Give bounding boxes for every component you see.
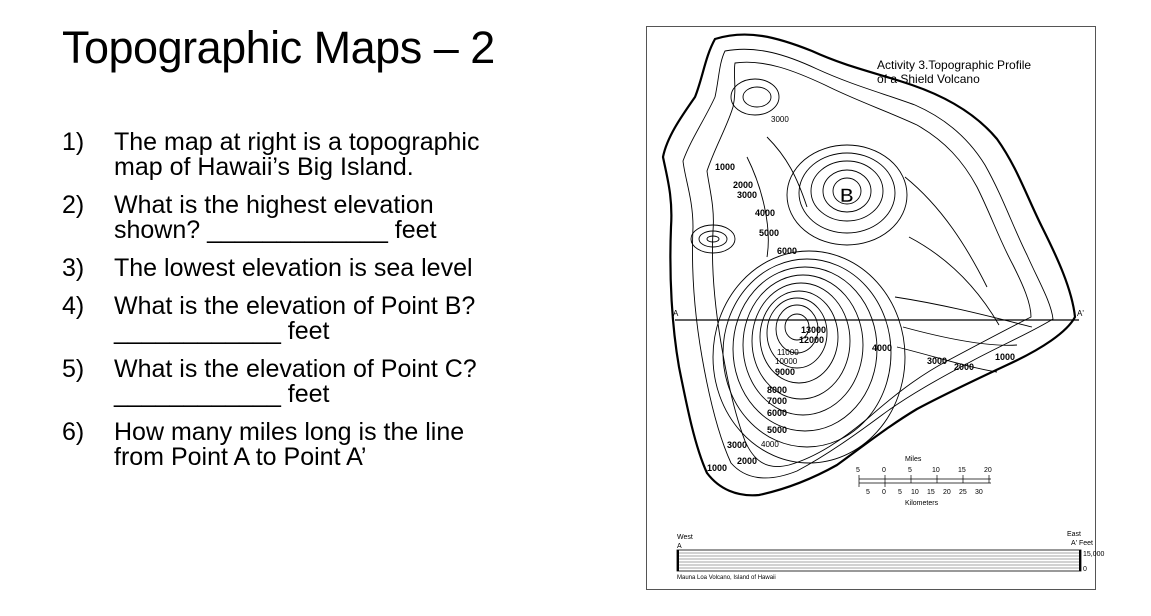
question-item <box>62 420 562 470</box>
question-number: 3) <box>62 254 85 282</box>
scale-ticks <box>859 475 989 487</box>
contour-line <box>909 237 999 325</box>
question-line: ____________ feet <box>114 380 330 408</box>
question-line: How many miles long is the line <box>114 418 465 446</box>
contour-line <box>895 297 1032 327</box>
profile-west-label: West <box>677 534 693 541</box>
contour-label: 13000 <box>801 325 827 335</box>
question-text <box>114 193 562 243</box>
point-b-label: B <box>840 186 854 207</box>
question-line: from Point A to Point A’ <box>114 443 367 471</box>
contour-label: 2000 <box>733 180 754 190</box>
question-text <box>114 256 562 281</box>
contour-line <box>743 275 863 415</box>
scale-tick-label: 30 <box>975 489 983 496</box>
scale-tick-label: 20 <box>984 467 992 474</box>
profile-west-point: A <box>677 543 682 550</box>
scale-tick-label: 10 <box>911 489 919 496</box>
contour-label: 11000 <box>777 348 799 357</box>
question-line: map of Hawaii’s Big Island. <box>114 153 414 181</box>
question-text <box>114 294 562 344</box>
contour-label: 5000 <box>767 425 788 435</box>
contour-label: 9000 <box>775 367 796 377</box>
scale-mile-ticks <box>856 467 992 474</box>
question-list <box>62 130 562 483</box>
contour-label: 1000 <box>715 162 736 172</box>
contour-label: 3000 <box>737 190 758 200</box>
contour-labels <box>707 115 1015 473</box>
profile-top-value: 15,000 <box>1083 551 1105 558</box>
contour-label: 3000 <box>927 356 948 366</box>
contour-line <box>723 259 891 447</box>
scale-tick-label: 5 <box>898 489 902 496</box>
scale-tick-label: 10 <box>932 467 940 474</box>
contour-label: 5000 <box>759 228 780 238</box>
contour-label: 3000 <box>727 440 748 450</box>
question-line: What is the elevation of Point B? <box>114 292 476 320</box>
question-number: 5) <box>62 355 85 383</box>
scale-tick-label: 0 <box>882 467 886 474</box>
scale-tick-label: 0 <box>882 489 886 496</box>
contour-line <box>903 327 1017 345</box>
scale-kilometers-label: Kilometers <box>905 500 939 507</box>
contour-label: 4000 <box>761 440 779 449</box>
map-caption-line1: Activity 3.Topographic Profile <box>877 58 1032 72</box>
contour-label: 1000 <box>995 352 1016 362</box>
scale-tick-label: 20 <box>943 489 951 496</box>
scale-km-ticks <box>866 489 983 496</box>
contour-line <box>905 177 987 287</box>
question-line: The map at right is a topographic <box>114 128 480 156</box>
question-text <box>114 420 562 470</box>
contour-label: 10000 <box>775 357 798 366</box>
question-number: 2) <box>62 191 85 219</box>
profile-east-point: A' <box>1071 540 1078 547</box>
question-number: 4) <box>62 292 85 320</box>
contour-label: 4000 <box>755 208 776 218</box>
profile-east-label: East <box>1067 531 1082 538</box>
contour-label: 6000 <box>777 246 798 256</box>
scale-tick-label: 5 <box>908 467 912 474</box>
contour-label: 8000 <box>767 385 788 395</box>
scale-miles-label: Miles <box>905 456 922 463</box>
question-line: What is the highest elevation <box>114 191 434 219</box>
point-a-prime-label: A' <box>1077 309 1084 318</box>
map-drawing <box>647 27 1105 591</box>
scale-tick-label: 5 <box>856 467 860 474</box>
scale-tick-label: 15 <box>958 467 966 474</box>
contour-label: 4000 <box>872 343 893 353</box>
question-number: 1) <box>62 128 85 156</box>
contour-line <box>731 79 779 115</box>
scale-tick-label: 15 <box>927 489 935 496</box>
contour-label: 2000 <box>954 362 975 372</box>
contour-label: 2000 <box>737 456 758 466</box>
question-text <box>114 130 562 180</box>
contour-line <box>747 157 768 257</box>
question-item <box>62 193 562 243</box>
question-text <box>114 357 562 407</box>
question-item <box>62 256 562 281</box>
map-caption-line2: of a Shield Volcano <box>877 72 980 86</box>
contour-label: 1000 <box>707 463 728 473</box>
contour-label: 6000 <box>767 408 788 418</box>
profile-gridlines <box>677 553 1081 568</box>
profile-feet-label: Feet <box>1079 540 1094 547</box>
profile-bottom-value: 0 <box>1083 566 1087 573</box>
question-item <box>62 357 562 407</box>
question-line: What is the elevation of Point C? <box>114 355 477 383</box>
scale-tick-label: 5 <box>866 489 870 496</box>
contour-label: 12000 <box>799 335 825 345</box>
contour-line <box>683 49 1053 478</box>
question-line: ____________ feet <box>114 317 330 345</box>
point-a-label: A <box>673 309 679 318</box>
question-item <box>62 130 562 180</box>
contour-label: 3000 <box>771 115 789 124</box>
profile-footer: Mauna Loa Volcano, Island of Hawaii <box>677 575 776 581</box>
question-line: shown? _____________ feet <box>114 216 437 244</box>
contour-label: 7000 <box>767 396 788 406</box>
question-line: The lowest elevation is sea level <box>114 254 473 282</box>
topographic-map <box>646 26 1105 590</box>
question-number: 6) <box>62 418 85 446</box>
scale-tick-label: 25 <box>959 489 967 496</box>
slide-title: Topographic Maps – 2 <box>62 22 495 73</box>
question-item <box>62 294 562 344</box>
contour-line <box>743 87 771 107</box>
